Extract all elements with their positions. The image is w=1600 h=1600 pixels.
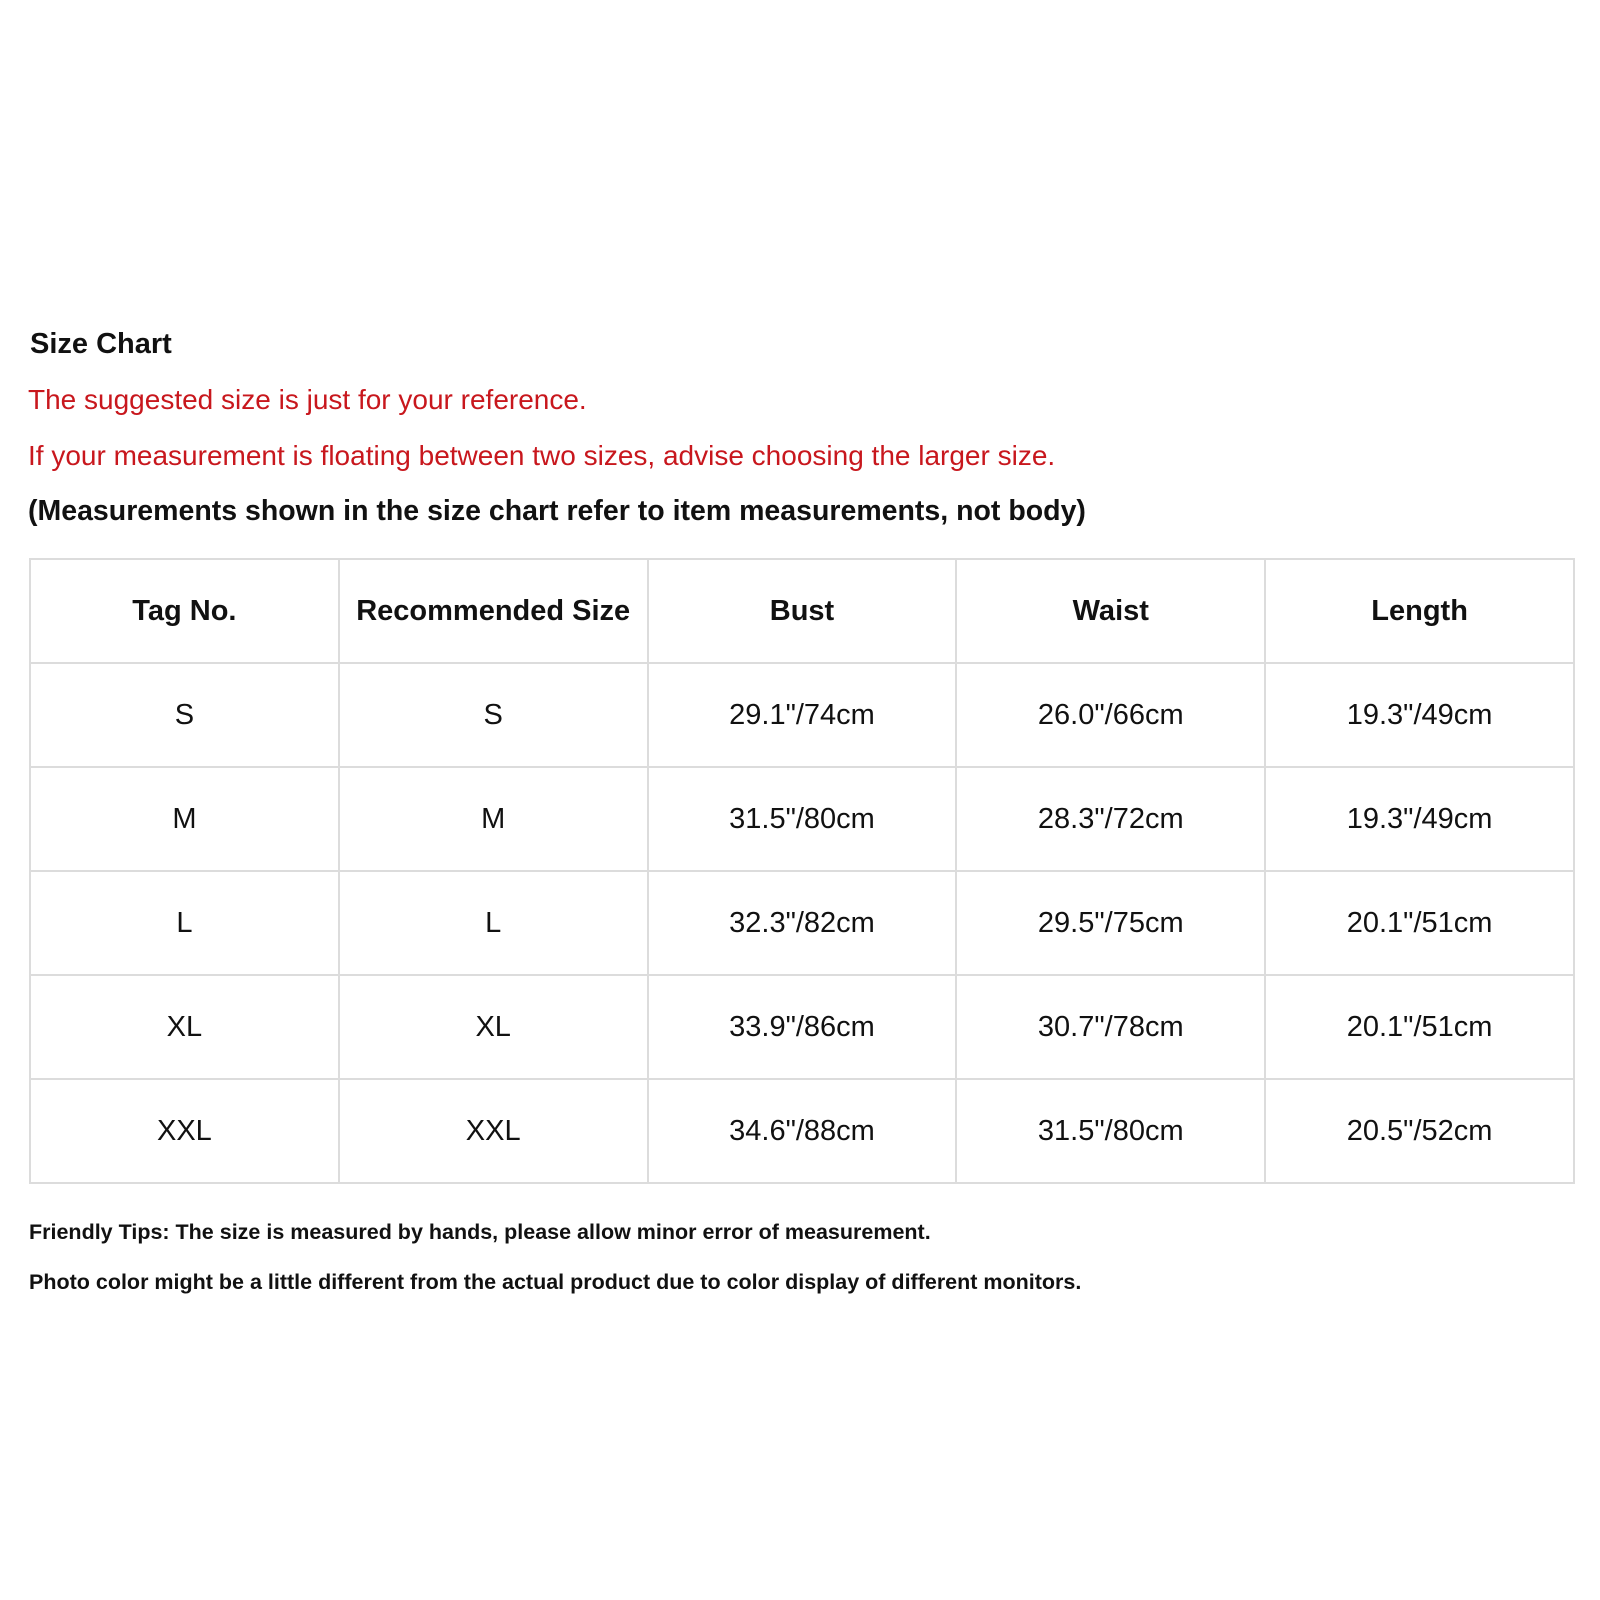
cell-tag-no: L <box>30 871 339 975</box>
cell-bust: 31.5"/80cm <box>648 767 957 871</box>
header-tag-no: Tag No. <box>30 559 339 663</box>
cell-length: 19.3"/49cm <box>1265 767 1574 871</box>
cell-tag-no: XL <box>30 975 339 1079</box>
cell-recommended-size: XL <box>339 975 648 1079</box>
cell-length: 20.5"/52cm <box>1265 1079 1574 1183</box>
larger-size-advice: If your measurement is floating between two sizes, advise choosing the larger size. <box>28 440 1056 471</box>
table-row <box>30 871 1574 975</box>
cell-tag-no: M <box>30 767 339 871</box>
reference-note: The suggested size is just for your reference. <box>28 384 587 415</box>
cell-length: 19.3"/49cm <box>1265 663 1574 767</box>
cell-waist: 30.7"/78cm <box>956 975 1265 1079</box>
header-waist: Waist <box>956 559 1265 663</box>
cell-length: 20.1"/51cm <box>1265 975 1574 1079</box>
cell-waist: 31.5"/80cm <box>956 1079 1265 1183</box>
header-bust: Bust <box>648 559 957 663</box>
cell-tag-no: XXL <box>30 1079 339 1183</box>
measurement-disclaimer: (Measurements shown in the size chart refer to item measurements, not body) <box>28 495 1086 527</box>
cell-length: 20.1"/51cm <box>1265 871 1574 975</box>
table-row <box>30 663 1574 767</box>
table-row <box>30 975 1574 1079</box>
photo-color-tip: Photo color might be a little different from the actual product due to color display of different monitors. <box>29 1270 1082 1294</box>
cell-bust: 29.1"/74cm <box>648 663 957 767</box>
cell-bust: 34.6"/88cm <box>648 1079 957 1183</box>
cell-tag-no: S <box>30 663 339 767</box>
size-table <box>29 558 1575 1184</box>
cell-recommended-size: L <box>339 871 648 975</box>
cell-waist: 26.0"/66cm <box>956 663 1265 767</box>
cell-recommended-size: S <box>339 663 648 767</box>
cell-bust: 32.3"/82cm <box>648 871 957 975</box>
cell-bust: 33.9"/86cm <box>648 975 957 1079</box>
friendly-tip: Friendly Tips: The size is measured by hands, please allow minor error of measurement. <box>29 1220 931 1244</box>
cell-recommended-size: M <box>339 767 648 871</box>
size-chart-title: Size Chart <box>30 328 172 360</box>
cell-waist: 29.5"/75cm <box>956 871 1265 975</box>
header-length: Length <box>1265 559 1574 663</box>
table-row <box>30 1079 1574 1183</box>
table-header-row <box>30 559 1574 663</box>
table-row <box>30 767 1574 871</box>
header-recommended-size: Recommended Size <box>339 559 648 663</box>
cell-recommended-size: XXL <box>339 1079 648 1183</box>
cell-waist: 28.3"/72cm <box>956 767 1265 871</box>
